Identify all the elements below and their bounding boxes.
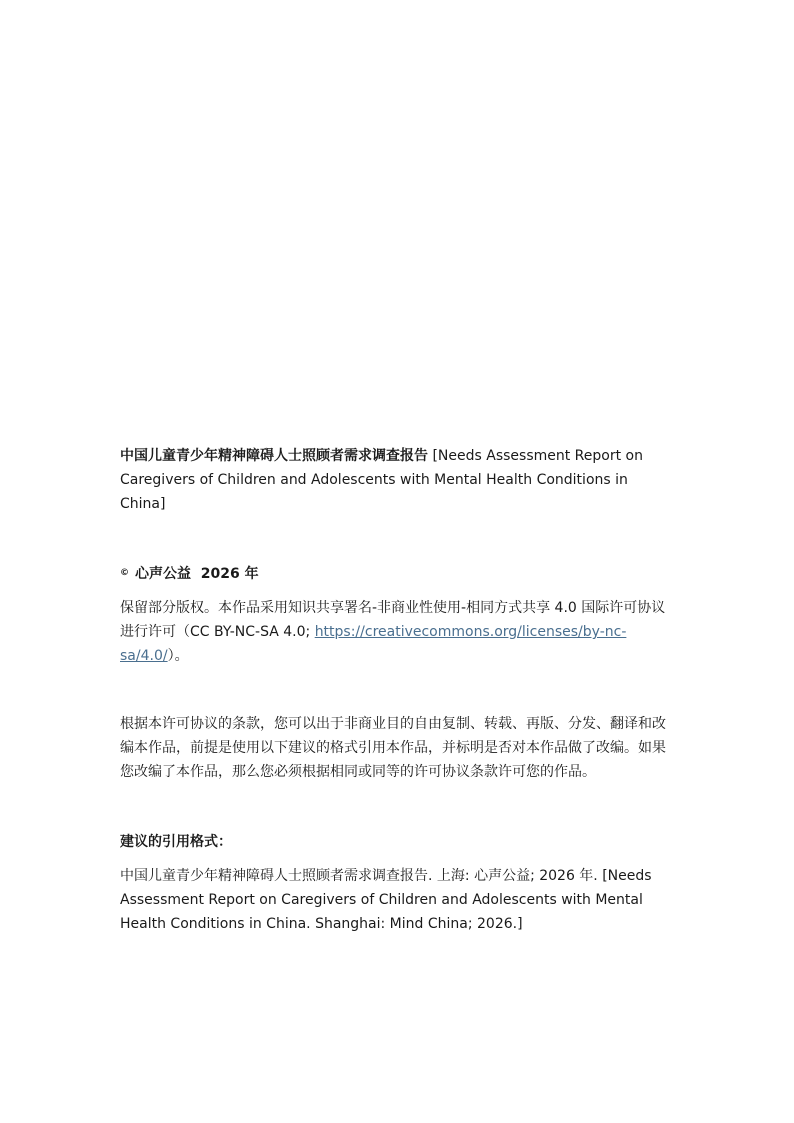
- citation-text: 中国儿童青少年精神障碍人士照顾者需求调查报告. 上海: 心声公益; 2026 年. [Needs Assessment Report on Caregivers of Children and Adolescents with Mental Health Conditions in China. Shanghai: Mind China; 2026.]: [120, 868, 652, 932]
- license-link[interactable]: https://creativecommons.org/licenses/by-nc-sa/4.0/: [120, 624, 627, 664]
- citation-heading: 建议的引用格式：: [120, 834, 232, 850]
- copyright-year: 2026 年: [200, 566, 259, 582]
- license-text-after: ）。: [167, 648, 189, 664]
- copyright-holder: 心声公益: [135, 566, 191, 582]
- copyright-line: [120, 562, 676, 586]
- license-text-before: 保留部分版权。本作品采用知识共享署名-非商业性使用-相同方式共享 4.0 国际许可协议进行许可（CC BY-NC-SA 4.0;: [120, 600, 666, 640]
- copyright-page: [120, 444, 676, 936]
- report-title-chinese: 中国儿童青少年精神障碍人士照顾者需求调查报告: [120, 448, 428, 464]
- license-terms: 根据本许可协议的条款，您可以出于非商业目的自由复制、转载、再版、分发、翻译和改编本作品，前提是使用以下建议的格式引用本作品，并标明是否对本作品做了改编。如果您改编了本作品，那么您必须根据相同或同等的许可协议条款许可您的作品。: [120, 716, 666, 780]
- report-title-english: [Needs Assessment Report on Caregivers of Children and Adolescents with Mental Health Conditions in China]: [120, 448, 643, 512]
- report-title: [120, 444, 676, 516]
- copyright-icon: ©: [120, 568, 129, 578]
- license-statement: [120, 596, 676, 668]
